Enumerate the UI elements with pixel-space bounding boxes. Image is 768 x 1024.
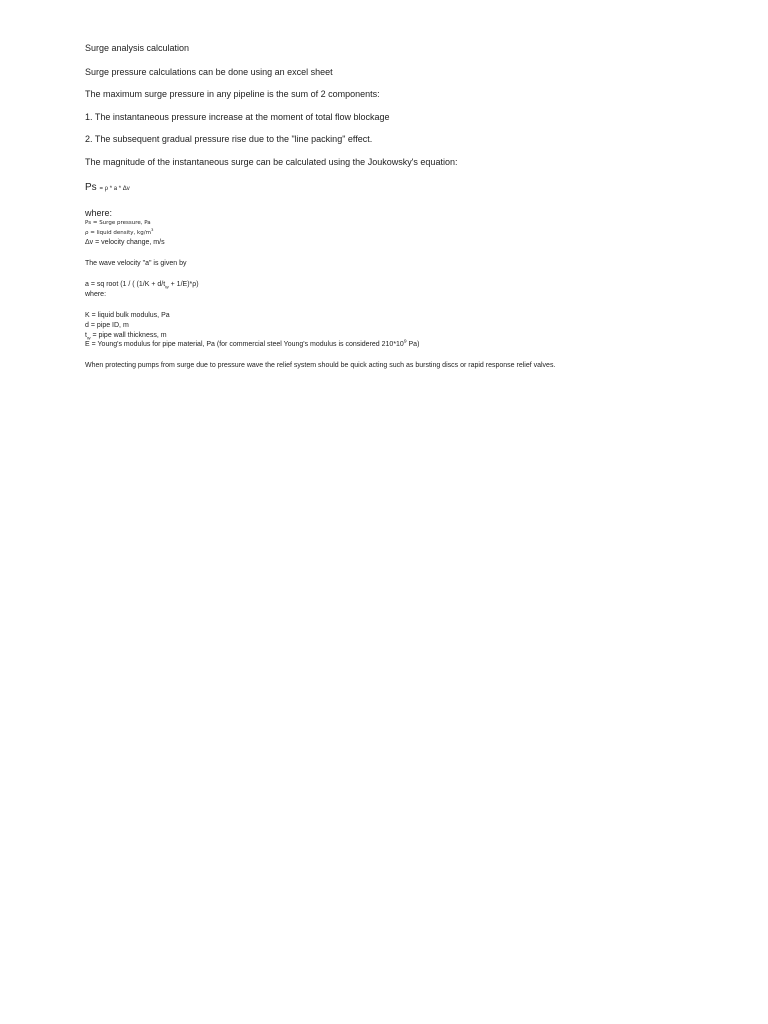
wave-formula-suffix: + 1/E)*ρ) <box>168 281 199 288</box>
definition-d: d = pipe ID, m <box>85 322 129 329</box>
wave-formula-prefix: a = sq root (1 / ( (1/K + d/t <box>85 281 166 288</box>
joukowsky-equation <box>85 182 130 193</box>
definition-tw-symbol: t <box>85 332 87 339</box>
definition-e-exponent: 9 <box>403 339 407 345</box>
where-label: where: <box>85 208 113 218</box>
closing-note: When protecting pumps from surge due to pressure wave the relief system should be quick acting such as bursting discs or rapid response relief valves. <box>85 362 556 369</box>
wave-formula-subscript: w <box>165 285 169 291</box>
component-item-1: 1. The instantaneous pressure increase at the moment of total flow blockage <box>85 112 390 122</box>
component-item-2: 2. The subsequent gradual pressure rise due to the "line packing" effect. <box>85 134 373 144</box>
definition-k: K = liquid bulk modulus, Pa <box>85 312 170 319</box>
definition-rho-exponent: 3 <box>150 227 154 233</box>
wave-velocity-intro: The wave velocity "a" is given by <box>85 260 187 267</box>
components-intro: The maximum surge pressure in any pipeline is the sum of 2 components: <box>85 89 380 99</box>
definition-dv: Δv = velocity change, m/s <box>85 239 165 246</box>
equation-lhs: Ps <box>85 182 97 193</box>
equation-rhs: = ρ * a * Δv <box>99 186 130 192</box>
definition-tw-text: = pipe wall thickness, m <box>90 332 167 339</box>
where-label-2: where: <box>85 291 107 298</box>
definition-rho-text: ρ = liquid density, kg/m <box>85 230 151 236</box>
definition-tw <box>85 332 167 342</box>
document-title: Surge analysis calculation <box>85 43 190 53</box>
definition-rho <box>85 227 154 236</box>
joukowsky-intro: The magnitude of the instantaneous surge can be calculated using the Joukowsky's equation: <box>85 157 458 167</box>
definition-e-unit: Pa) <box>406 341 420 348</box>
intro-paragraph: Surge pressure calculations can be done using an excel sheet <box>85 67 333 77</box>
definition-ps: Ps = Surge pressure, Pa <box>85 220 151 226</box>
definition-e <box>85 341 419 348</box>
wave-velocity-formula <box>85 281 199 291</box>
definition-tw-subscript: w <box>86 336 91 342</box>
definition-e-text: E = Young's modulus for pipe material, Pa (for commercial steel Young's modulus is considered 210*10 <box>85 341 404 348</box>
